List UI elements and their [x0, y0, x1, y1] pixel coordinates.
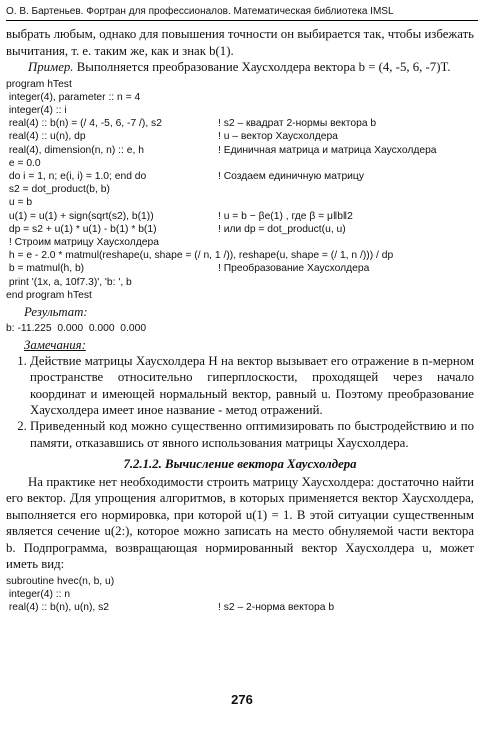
- remark-item: 2. Приведенный код можно существенно оптимизировать по быстродействию и по памяти, отказавшись от явного использования матрицы Хаусхолдера.: [30, 418, 474, 451]
- code-text: real(4) :: u(n), dp: [6, 131, 86, 143]
- code-text: ! Строим матрицу Хаусхолдера: [6, 236, 159, 248]
- code-text: e = 0.0: [6, 157, 41, 169]
- code-comment: ! s2 – квадрат 2-нормы вектора b: [218, 118, 377, 130]
- code-text: print '(1x, a, 10f7.3)', 'b: ', b: [6, 276, 132, 288]
- code-line: [6, 575, 474, 588]
- code-line: [6, 78, 474, 91]
- example-label: Пример.: [28, 60, 74, 74]
- code-comment: ! Преобразование Хаусхолдера: [218, 263, 370, 275]
- code-line: [6, 249, 474, 262]
- code-text: dp = s2 + u(1) * u(1) - b(1) * b(1): [6, 223, 157, 235]
- code-line: [6, 276, 474, 289]
- code-text: h = e - 2.0 * matmul(reshape(u, shape = (/ n, 1 /)), reshape(u, shape = (/ 1, n /))) / dp: [6, 250, 394, 262]
- code-line: [6, 117, 474, 130]
- code-line: [6, 262, 474, 275]
- result-title: Результат:: [24, 304, 88, 319]
- code-line: [6, 183, 474, 196]
- code-line: [6, 601, 474, 614]
- code-line: [6, 104, 474, 117]
- page-number: 276: [231, 692, 253, 707]
- remarks-list: [6, 353, 474, 451]
- code-text: u(1) = u(1) + sign(sqrt(s2), b(1)): [6, 210, 154, 222]
- code-text: real(4) :: b(n) = (/ 4, -5, 6, -7 /), s2: [6, 118, 162, 130]
- result-output: [6, 322, 474, 335]
- code-text: integer(4) :: n: [6, 589, 71, 601]
- code-text: real(4) :: b(n), u(n), s2: [6, 602, 109, 614]
- code-line: [6, 588, 474, 601]
- code-line: [6, 210, 474, 223]
- code-text: s2 = dot_product(b, b): [6, 184, 110, 196]
- code-text: do i = 1, n; e(i, i) = 1.0; end do: [6, 170, 147, 182]
- code-line: [6, 144, 474, 157]
- code-text: b = matmul(h, b): [6, 263, 85, 275]
- code-text: real(4), dimension(n, n) :: e, h: [6, 144, 144, 156]
- example-paragraph: [6, 59, 474, 76]
- code-comment: ! s2 – 2-норма вектора b: [218, 602, 335, 614]
- code-line: [6, 130, 474, 143]
- code-line: [6, 91, 474, 104]
- code-text: subroutine hvec(n, b, u): [6, 575, 115, 587]
- code-listing-htest: [6, 78, 474, 302]
- code-text: program hTest: [6, 78, 72, 90]
- code-comment: ! u = b − βe(1) , где β = μ‖b‖2: [218, 210, 353, 222]
- code-comment: ! Единичная матрица и матрица Хаусхолдера: [218, 144, 437, 156]
- code-text: integer(4), parameter :: n = 4: [6, 91, 141, 103]
- result-line: b: -11.225 0.000 0.000 0.000: [6, 322, 147, 334]
- code-line: [6, 157, 474, 170]
- code-line: [6, 236, 474, 249]
- running-header: О. В. Бартеньев. Фортран для профессионалов. Математическая библиотека IMSL: [6, 4, 478, 21]
- remark-item: 1. Действие матрицы Хаусхолдера H на вектор вызывает его отражение в n-мерном пространстве относительно гиперплоскости, проходящей через начало координат и имеющей нормальный вектор, равный u. Поэтому преобразование Хаусхолдера имеет иное название - метод отражений.: [30, 353, 474, 418]
- code-line: [6, 170, 474, 183]
- code-comment: ! Создаем единичную матрицу: [218, 170, 364, 182]
- page-content: [6, 26, 474, 615]
- example-text: Выполняется преобразование Хаусхолдера вектора b = (4, -5, 6, -7)T.: [76, 60, 451, 74]
- code-text: u = b: [6, 197, 33, 209]
- code-line: [6, 289, 474, 302]
- intro-paragraph: выбрать любым, однако для повышения точности он выбирается так, чтобы избежать вычитания, т. е. таким же, как и знак b(1).: [6, 27, 474, 58]
- code-line: [6, 223, 474, 236]
- section-paragraph: На практике нет необходимости строить матрицу Хаусхолдера: достаточно найти его вектор. Для упрощения алгоритмов, в которых применяется вектор Хаусхолдера, выполняется его нормировка, при которой u(1) = 1. В этой ситуации существенным является сечение u(2:), которое можно записать на место обнуляемой части вектора b. Подпрограмма, возвращающая нормированный вектор Хаусхолдера u, может иметь вид:: [6, 474, 474, 572]
- code-line: [6, 196, 474, 209]
- code-listing-hvec: [6, 575, 474, 615]
- code-text: end program hTest: [6, 289, 92, 301]
- section-title: 7.2.1.2. Вычисление вектора Хаусхолдера: [123, 456, 357, 471]
- remarks-title: Замечания:: [24, 338, 86, 353]
- code-text: integer(4) :: i: [6, 104, 67, 116]
- code-comment: ! или dp = dot_product(u, u): [218, 223, 346, 235]
- code-comment: ! u – вектор Хаусхолдера: [218, 131, 338, 143]
